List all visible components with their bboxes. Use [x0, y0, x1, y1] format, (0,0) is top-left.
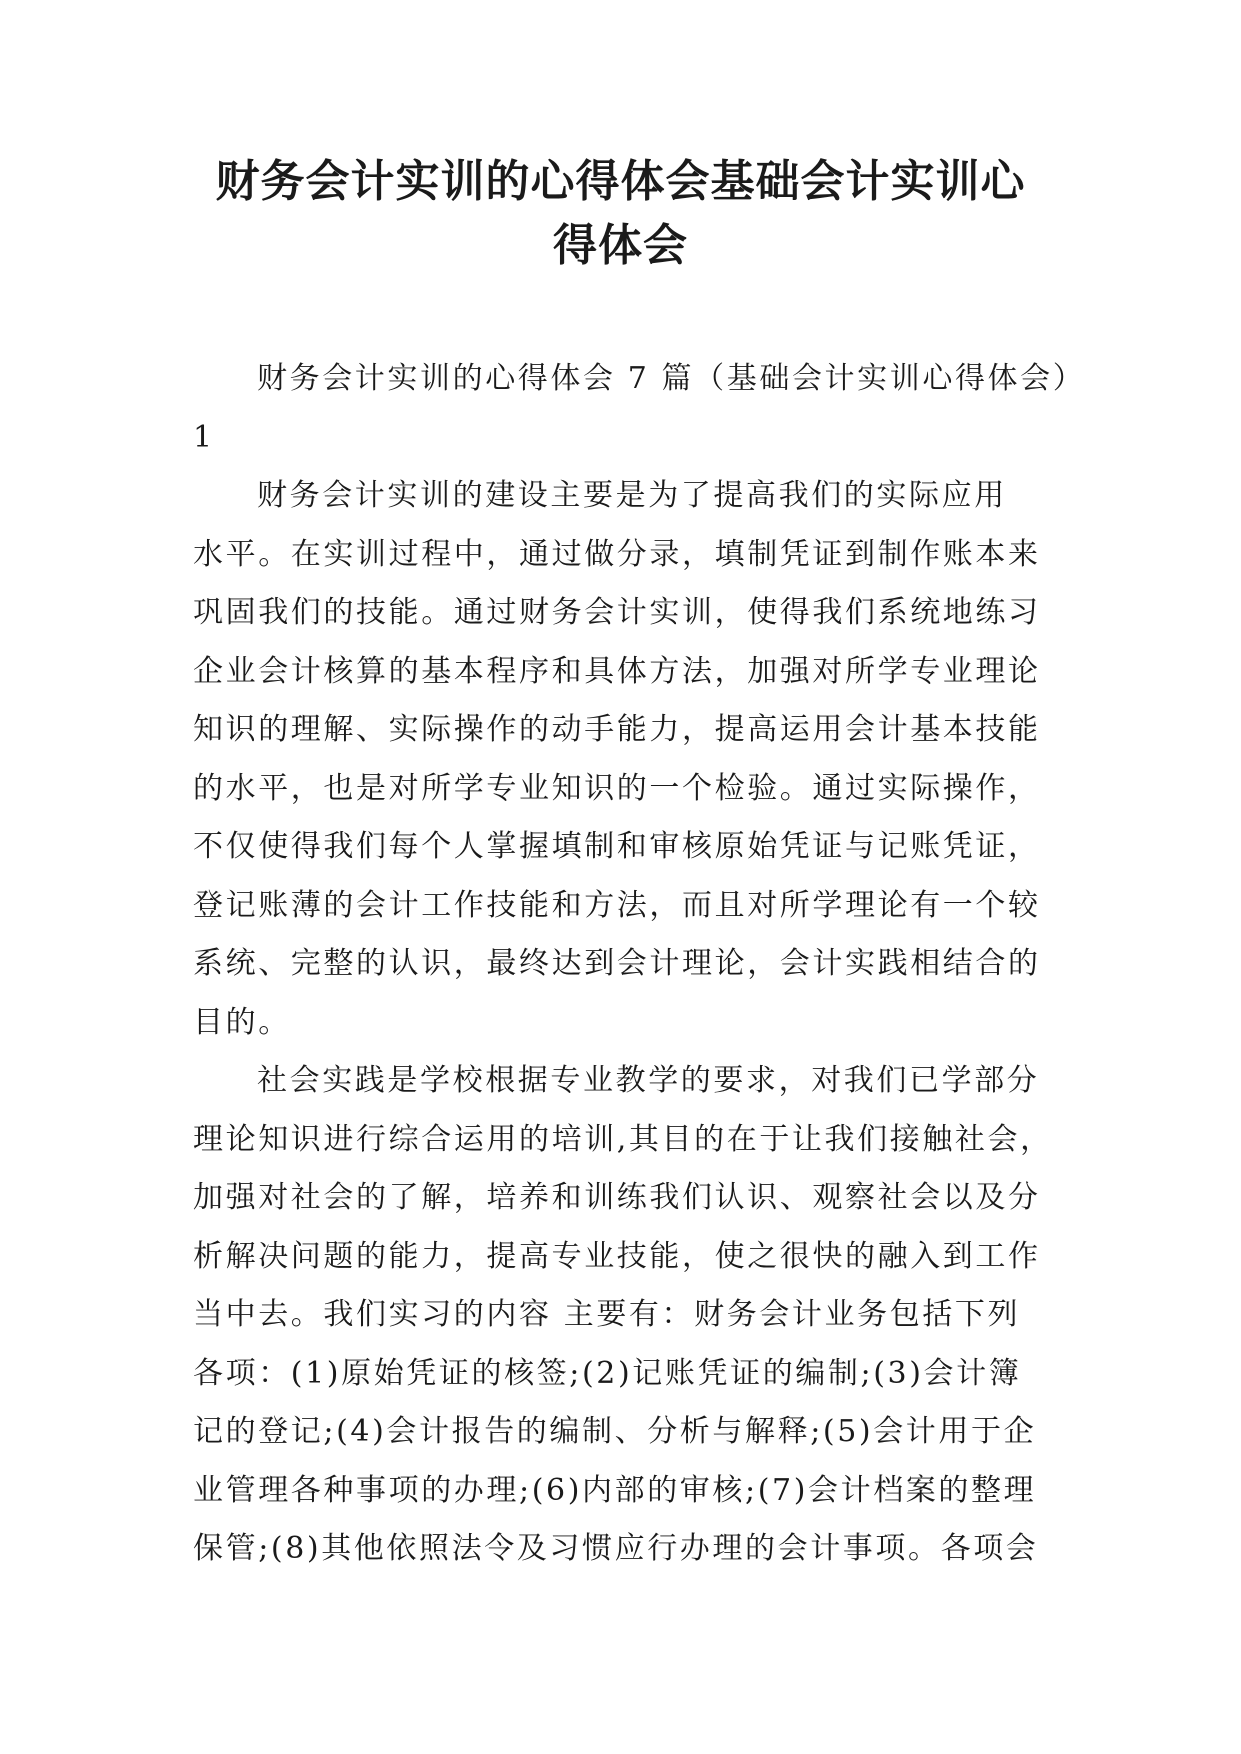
text-line: 企业会计核算的基本程序和具体方法，加强对所学专业理论: [193, 653, 1041, 689]
text-line: 水平。在实训过程中，通过做分录，填制凭证到制作账本来: [193, 536, 1041, 572]
text-line: 各项：(1)原始凭证的核签;(2)记账凭证的编制;(3)会计簿: [193, 1355, 1022, 1391]
text-line: 的水平，也是对所学专业知识的一个检验。通过实际操作，: [193, 770, 1041, 806]
paragraph: [193, 467, 1063, 1052]
text-line: 目的。: [193, 1004, 291, 1040]
text-line: 加强对社会的了解，培养和训练我们认识、观察社会以及分: [193, 1180, 1041, 1215]
title-line-1: 财务会计实训的心得体会基础会计实训心: [215, 156, 1026, 207]
text-line: 财务会计实训的建设主要是为了提高我们的实际应用: [257, 478, 1007, 513]
text-line: 保管;(8)其他依照法令及习惯应行办理的会计事项。各项会: [193, 1531, 1039, 1566]
text-line: 理论知识进行综合运用的培训,其目的在于让我们接触社会，: [193, 1121, 1053, 1157]
title-line-2: 得体会: [553, 220, 688, 271]
text-line: 系统、完整的认识，最终达到会计理论，会计实践相结合的: [193, 946, 1041, 981]
paragraph-heading: [193, 350, 1086, 467]
text-line: 财务会计实训的心得体会 7 篇（基础会计实训心得体会）: [257, 361, 1086, 396]
text-line: 不仅使得我们每个人掌握填制和审核原始凭证与记账凭证，: [193, 829, 1041, 864]
text-line: 业管理各种事项的办理;(6)内部的审核;(7)会计档案的整理: [193, 1472, 1037, 1508]
paragraph: [193, 1052, 1063, 1579]
text-line: 知识的理解、实际操作的动手能力，提高运用会计基本技能: [193, 712, 1041, 747]
text-line: 记的登记;(4)会计报告的编制、分析与解释;(5)会计用于企: [193, 1414, 1037, 1449]
text-line: 析解决问题的能力，提高专业技能，使之很快的融入到工作: [193, 1238, 1041, 1274]
document-body: [193, 350, 1086, 1579]
document-title: [150, 150, 1091, 278]
text-line: 登记账薄的会计工作技能和方法，而且对所学理论有一个较: [193, 887, 1041, 923]
text-line: 巩固我们的技能。通过财务会计实训，使得我们系统地练习: [193, 595, 1041, 630]
text-line: 当中去。我们实习的内容 主要有：财务会计业务包括下列: [193, 1297, 1021, 1332]
text-line: 1: [193, 419, 215, 455]
text-line: 社会实践是学校根据专业教学的要求，对我们已学部分: [257, 1063, 1040, 1098]
